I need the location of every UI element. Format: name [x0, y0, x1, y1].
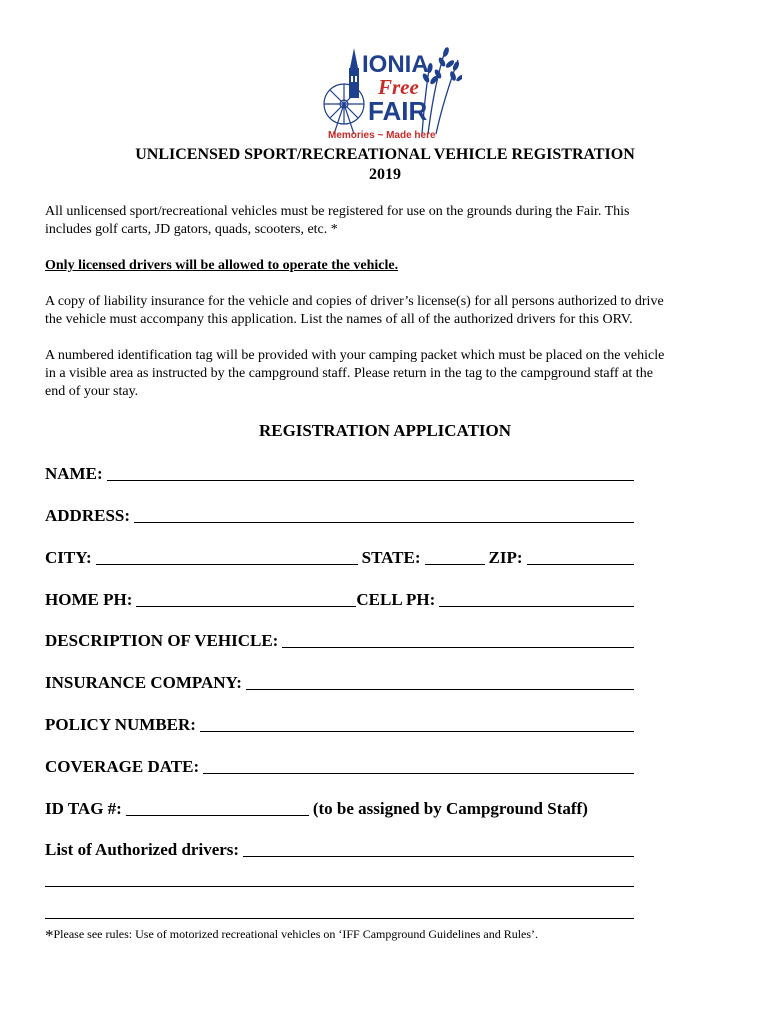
- intro-paragraph-3-line-3: end of your stay.: [45, 384, 139, 399]
- intro-paragraph-2-line-1: A copy of liability insurance for the vehicle and copies of driver’s license(s) for all persons authorized to drive: [45, 294, 664, 309]
- cell-phone-field[interactable]: [439, 588, 634, 607]
- policy-label: POLICY NUMBER:: [45, 715, 196, 734]
- city-label: CITY:: [45, 548, 92, 567]
- vehicle-label: DESCRIPTION OF VEHICLE:: [45, 631, 279, 650]
- footnote-divider: [45, 918, 634, 919]
- zip-label: ZIP:: [488, 548, 523, 567]
- address-field-row: [45, 502, 634, 526]
- page-title: UNLICENSED SPORT/RECREATIONAL VEHICLE REGISTRATION: [135, 146, 635, 163]
- home-phone-field[interactable]: [136, 588, 356, 607]
- logo-graphic: [310, 42, 462, 142]
- zip-field[interactable]: [527, 546, 635, 565]
- state-field[interactable]: [425, 546, 485, 565]
- phone-row: [45, 586, 634, 610]
- address-field[interactable]: [134, 504, 634, 523]
- address-label: ADDRESS:: [45, 506, 131, 525]
- page-year: 2019: [369, 166, 401, 183]
- coverage-field-row: [45, 753, 634, 777]
- id-tag-row: [45, 795, 634, 819]
- home-phone-label: HOME PH:: [45, 590, 133, 609]
- footnote-asterisk: *: [45, 926, 54, 945]
- tower-icon: [349, 48, 359, 98]
- footnote: [45, 926, 538, 946]
- intro-paragraph-3-line-1: A numbered identification tag will be provided with your camping packet which must be placed on the vehicle: [45, 348, 665, 363]
- id-tag-label: ID TAG #:: [45, 799, 122, 818]
- footnote-text: Please see rules: Use of motorized recreational vehicles on ‘IFF Campground Guidelines and Rules’.: [53, 927, 539, 941]
- licensed-drivers-notice: Only licensed drivers will be allowed to operate the vehicle.: [45, 258, 399, 273]
- logo-free-text: Free: [378, 75, 419, 99]
- policy-number-field[interactable]: [200, 713, 634, 732]
- drivers-label: List of Authorized drivers:: [45, 840, 240, 859]
- intro-paragraph-1-line-1: All unlicensed sport/recreational vehicles must be registered for use on the grounds during the Fair. This: [45, 204, 630, 219]
- authorized-drivers-field[interactable]: [243, 838, 634, 857]
- insurance-company-field[interactable]: [246, 671, 634, 690]
- name-label: NAME:: [45, 464, 103, 483]
- vehicle-field-row: [45, 627, 634, 651]
- section-title: REGISTRATION APPLICATION: [258, 421, 512, 440]
- cell-phone-label: CELL PH:: [356, 590, 436, 609]
- logo-fair-text: FAIR: [368, 96, 428, 126]
- logo-tagline: Memories ~ Made here: [328, 130, 436, 141]
- city-state-zip-row: [45, 544, 634, 568]
- logo-ionia-text: IONIA: [362, 51, 429, 78]
- insurance-label: INSURANCE COMPANY:: [45, 673, 242, 692]
- vehicle-description-field[interactable]: [282, 629, 634, 648]
- coverage-label: COVERAGE DATE:: [45, 757, 200, 776]
- policy-field-row: [45, 711, 634, 735]
- city-field[interactable]: [96, 546, 358, 565]
- ionia-free-fair-logo: [310, 42, 462, 142]
- name-field-row: [45, 460, 634, 484]
- intro-paragraph-3-line-2: in a visible area as instructed by the campground staff. Please return in the tag to the campground staff at the: [45, 366, 653, 381]
- intro-paragraph-1-line-2: includes golf carts, JD gators, quads, scooters, etc. *: [45, 222, 338, 237]
- state-label: STATE:: [361, 548, 421, 567]
- intro-paragraph-2-line-2: the vehicle must accompany this application. List the names of all of the authorized drivers for this ORV.: [45, 312, 633, 327]
- id-tag-field[interactable]: [126, 797, 309, 816]
- id-tag-note: (to be assigned by Campground Staff): [312, 799, 588, 818]
- drivers-field-row: [45, 836, 634, 860]
- coverage-date-field[interactable]: [203, 755, 634, 774]
- insurance-field-row: [45, 669, 634, 693]
- authorized-drivers-extra-line[interactable]: [45, 886, 634, 887]
- name-field[interactable]: [107, 462, 634, 481]
